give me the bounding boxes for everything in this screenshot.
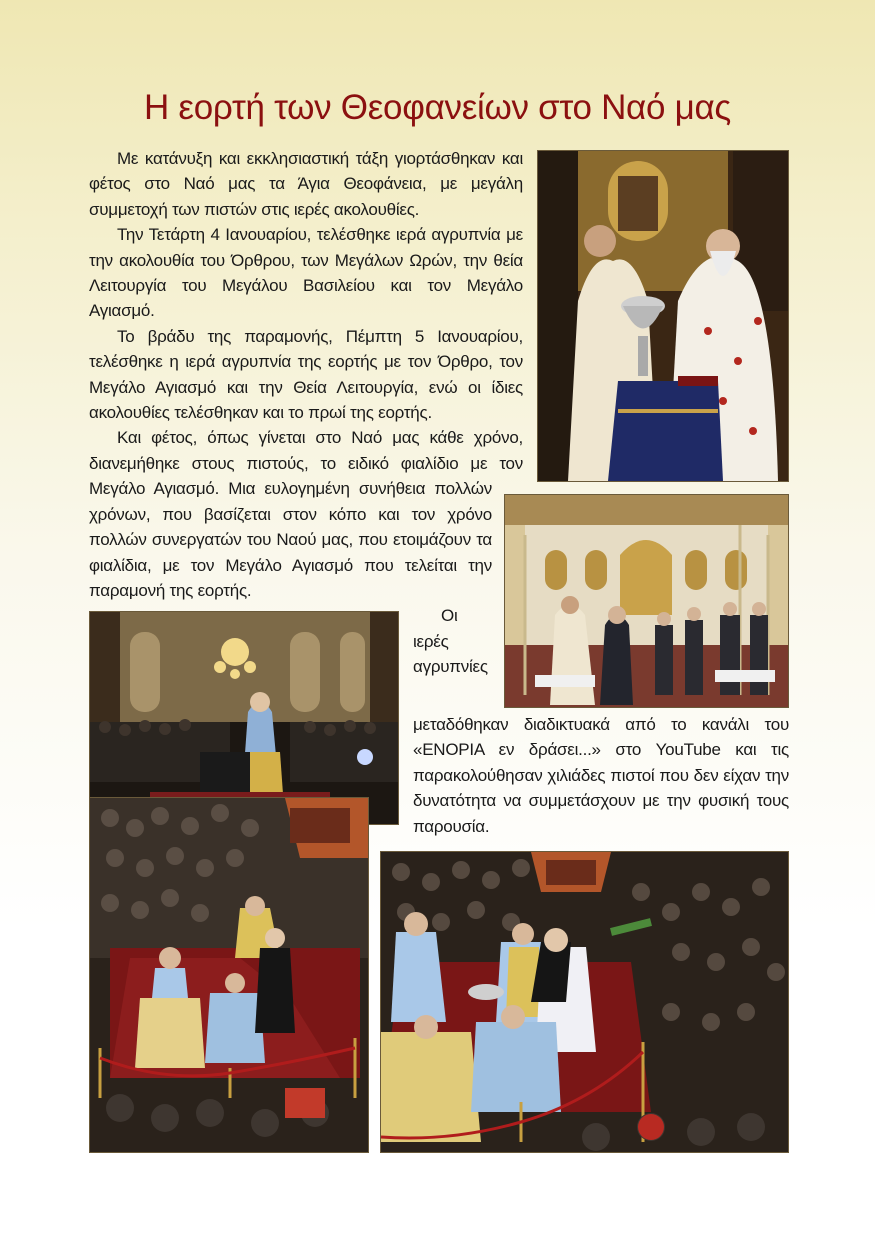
paragraph-1: Με κατάνυξη και εκκλησιαστική τάξη γιορτάσθηκαν και φέτος στο Ναό μας τα Άγια Θεοφάνεια, με μεγάλη συμμετοχή των πιστών στις ιερές ακολουθίες. (89, 146, 789, 222)
photo-priests-blessing (537, 150, 789, 482)
photo-procession-right (380, 851, 789, 1153)
article-body (89, 146, 789, 839)
photo-vial-distribution (504, 494, 789, 708)
paragraph-4: Και φέτος, όπως γίνεται στο Ναό μας κάθε χρόνο, διανεμήθηκε στους πιστούς, το ειδικό φιαλίδιο με τον Μεγάλο Αγιασμό. Μια ευλογημένη συνήθεια πολλών χρόνων, που βασίζεται στον κόπο και τον χρόνο πολλών συνεργατών του Ναού μας, που ετοιμάζουν τα φιαλίδια, με τον Μεγάλο Αγιασμό που τελείται την παραμονή της εορτής. (89, 425, 789, 603)
paragraph-2: Την Τετάρτη 4 Ιανουαρίου, τελέσθηκε ιερά αγρυπνία με την ακολουθία του Όρθρου, των Μεγάλων Ωρών, την θεία Λειτουργία του Μεγάλου Βασιλείου και τον Μεγάλο Αγιασμό. (89, 225, 523, 321)
page-title: Η εορτή των Θεοφανείων στο Ναό μας (144, 88, 731, 127)
paragraph-5: Οι ιερές αγρυπνίες μεταδόθηκαν διαδικτυακά από το κανάλι του «ΕΝΟΡΙΑ εν δράσει...» στο YouTube και τις παρακολούθησαν χιλιάδες πιστοί που δεν είχαν την δυνατότητα να συμμετάσχουν με την φυσική τους παρουσία. (89, 603, 789, 839)
paragraph-3: Το βράδυ της παραμονής, Πέμπτη 5 Ιανουαρίου, τελέσθηκε η ιερά αγρυπνία της εορτής με τον Όρθρο, τον Μεγάλο Αγιασμό και την Θεία Λειτουργία, ενώ οι ίδιες ακολουθίες τελέσθηκαν και το πρωί της εορτής. (89, 326, 523, 423)
photo-church-night (89, 611, 399, 825)
photo-procession-left (89, 797, 369, 1153)
